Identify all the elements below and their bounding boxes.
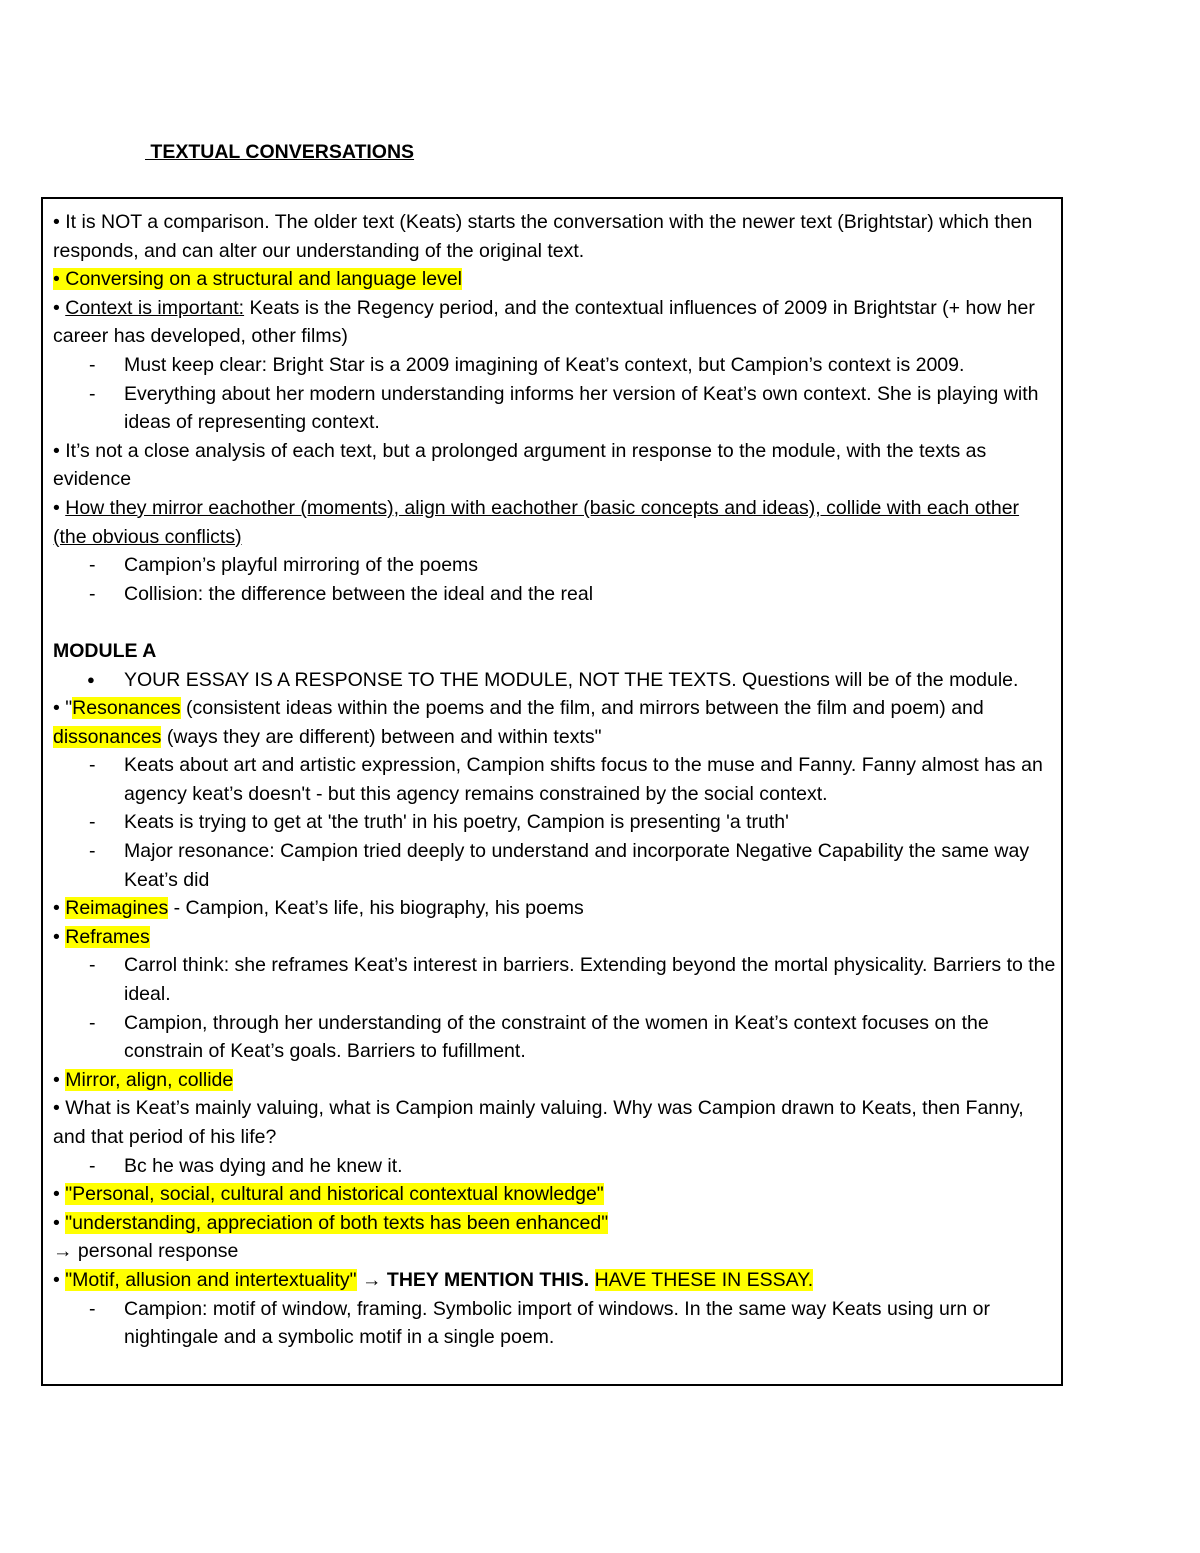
paragraph-reframes <box>53 923 1058 952</box>
knowledge-bullet: • <box>53 1183 66 1206</box>
spacer <box>53 608 1058 637</box>
paragraph-understanding <box>53 1209 1058 1238</box>
reframes-bullet: • <box>53 925 66 948</box>
motif-essay-highlight: HAVE THESE IN ESSAY. <box>594 1268 814 1291</box>
motif-highlight: "Motif, allusion and intertextuality" <box>65 1268 357 1291</box>
reframes-highlight: Reframes <box>65 925 150 948</box>
dissonances-text: (ways they are different) between and within texts" <box>161 725 602 748</box>
mirror-bullet: • <box>53 496 66 519</box>
dash-item: - Bc he was dying and he knew it. <box>53 1152 1058 1181</box>
motif-mention: → THEY MENTION THIS. <box>356 1268 595 1291</box>
understanding-highlight: "understanding, appreciation of both texts has been enhanced" <box>65 1211 609 1234</box>
paragraph-mirror <box>53 494 1058 551</box>
page-title: TEXTUAL CONVERSATIONS <box>145 141 415 163</box>
paragraph-personal-response: → personal response <box>53 1240 239 1263</box>
conversing-highlight: Conversing on a structural and language level <box>65 268 463 291</box>
paragraph-reimagines <box>53 894 1058 923</box>
mirror-underlined: How they mirror eachother (moments), align with eachother (basic concepts and ideas), collide with each other (the obvious conflicts) <box>53 496 1020 548</box>
dash-item: - Everything about her modern understanding informs her version of Keat’s own context. She is playing with ideas of representing context. <box>53 380 1058 437</box>
context-underlined: Context is important: <box>65 296 245 319</box>
paragraph-context <box>53 294 1058 351</box>
paragraph-comparison: • It is NOT a comparison. The older text (Keats) starts the conversation with the newer text (Brightstar) which then responds, and can alter our understanding of the original text. <box>53 211 1033 262</box>
dash-item: - Keats about art and artistic expression, Campion shifts focus to the muse and Fanny. Fanny almost has an agency keat’s doesn't - but this agency remains constrained by the social context. <box>53 751 1058 808</box>
bullet-item: ● YOUR ESSAY IS A RESPONSE TO THE MODULE, NOT THE TEXTS. Questions will be of the module. <box>53 666 1058 695</box>
dash-item: - Collision: the difference between the ideal and the real <box>53 580 1058 609</box>
paragraph-conversing <box>53 265 1058 294</box>
conversing-bullet: • <box>53 268 66 291</box>
resonances-text: (consistent ideas within the poems and the film, and mirrors between the film and poem) and <box>180 697 984 720</box>
dash-item: - Major resonance: Campion tried deeply to understand and incorporate Negative Capability the same way Keat’s did <box>53 837 1058 894</box>
dash-item: - Campion: motif of window, framing. Symbolic import of windows. In the same way Keats using urn or nightingale and a symbolic motif in a single poem. <box>53 1295 1058 1352</box>
reimagines-highlight: Reimagines <box>65 897 169 920</box>
dash-item: - Carrol think: she reframes Keat’s interest in barriers. Extending beyond the mortal physicality. Barriers to the ideal. <box>53 951 1058 1008</box>
paragraph-valuing: • What is Keat’s mainly valuing, what is Campion mainly valuing. Why was Campion drawn to Keats, then Fanny, and that period of his life? <box>53 1097 1024 1148</box>
mirror-align-bullet: • <box>53 1068 66 1091</box>
paragraph-contextual-knowledge <box>53 1180 1058 1209</box>
mirror-align-highlight: Mirror, align, collide <box>65 1068 234 1091</box>
paragraph-mirror-align <box>53 1066 1058 1095</box>
knowledge-highlight: "Personal, social, cultural and historical contextual knowledge" <box>65 1183 604 1206</box>
motif-bullet: • <box>53 1268 66 1291</box>
dash-item: - Campion, through her understanding of the constraint of the women in Keat’s context focuses on the constrain of Keat’s goals. Barriers to fufillment. <box>53 1009 1058 1066</box>
dash-item: - Must keep clear: Bright Star is a 2009 imagining of Keat’s context, but Campion’s context is 2009. <box>53 351 1058 380</box>
dash-item: - Keats is trying to get at 'the truth' in his poetry, Campion is presenting 'a truth' <box>53 808 1058 837</box>
resonances-prefix: • " <box>53 697 73 720</box>
module-heading: MODULE A <box>53 639 157 662</box>
paragraph-resonances <box>53 694 1058 751</box>
context-bullet: • <box>53 296 66 319</box>
dash-item: - Campion’s playful mirroring of the poems <box>53 551 1058 580</box>
paragraph-motif <box>53 1266 1058 1295</box>
reimagines-bullet: • <box>53 897 66 920</box>
dissonances-highlight: dissonances <box>53 725 162 748</box>
context-text: Keats is the Regency period, and the contextual influences of 2009 in Brightstar (+ how her career has developed, other films) <box>53 296 1035 348</box>
notes-content <box>53 208 1058 1352</box>
reimagines-text: - Campion, Keat’s life, his biography, his poems <box>168 897 584 920</box>
paragraph-analysis: • It’s not a close analysis of each text, but a prolonged argument in response to the module, with the texts as evidence <box>53 439 987 491</box>
understanding-bullet: • <box>53 1211 66 1234</box>
resonances-highlight: Resonances <box>72 697 181 720</box>
